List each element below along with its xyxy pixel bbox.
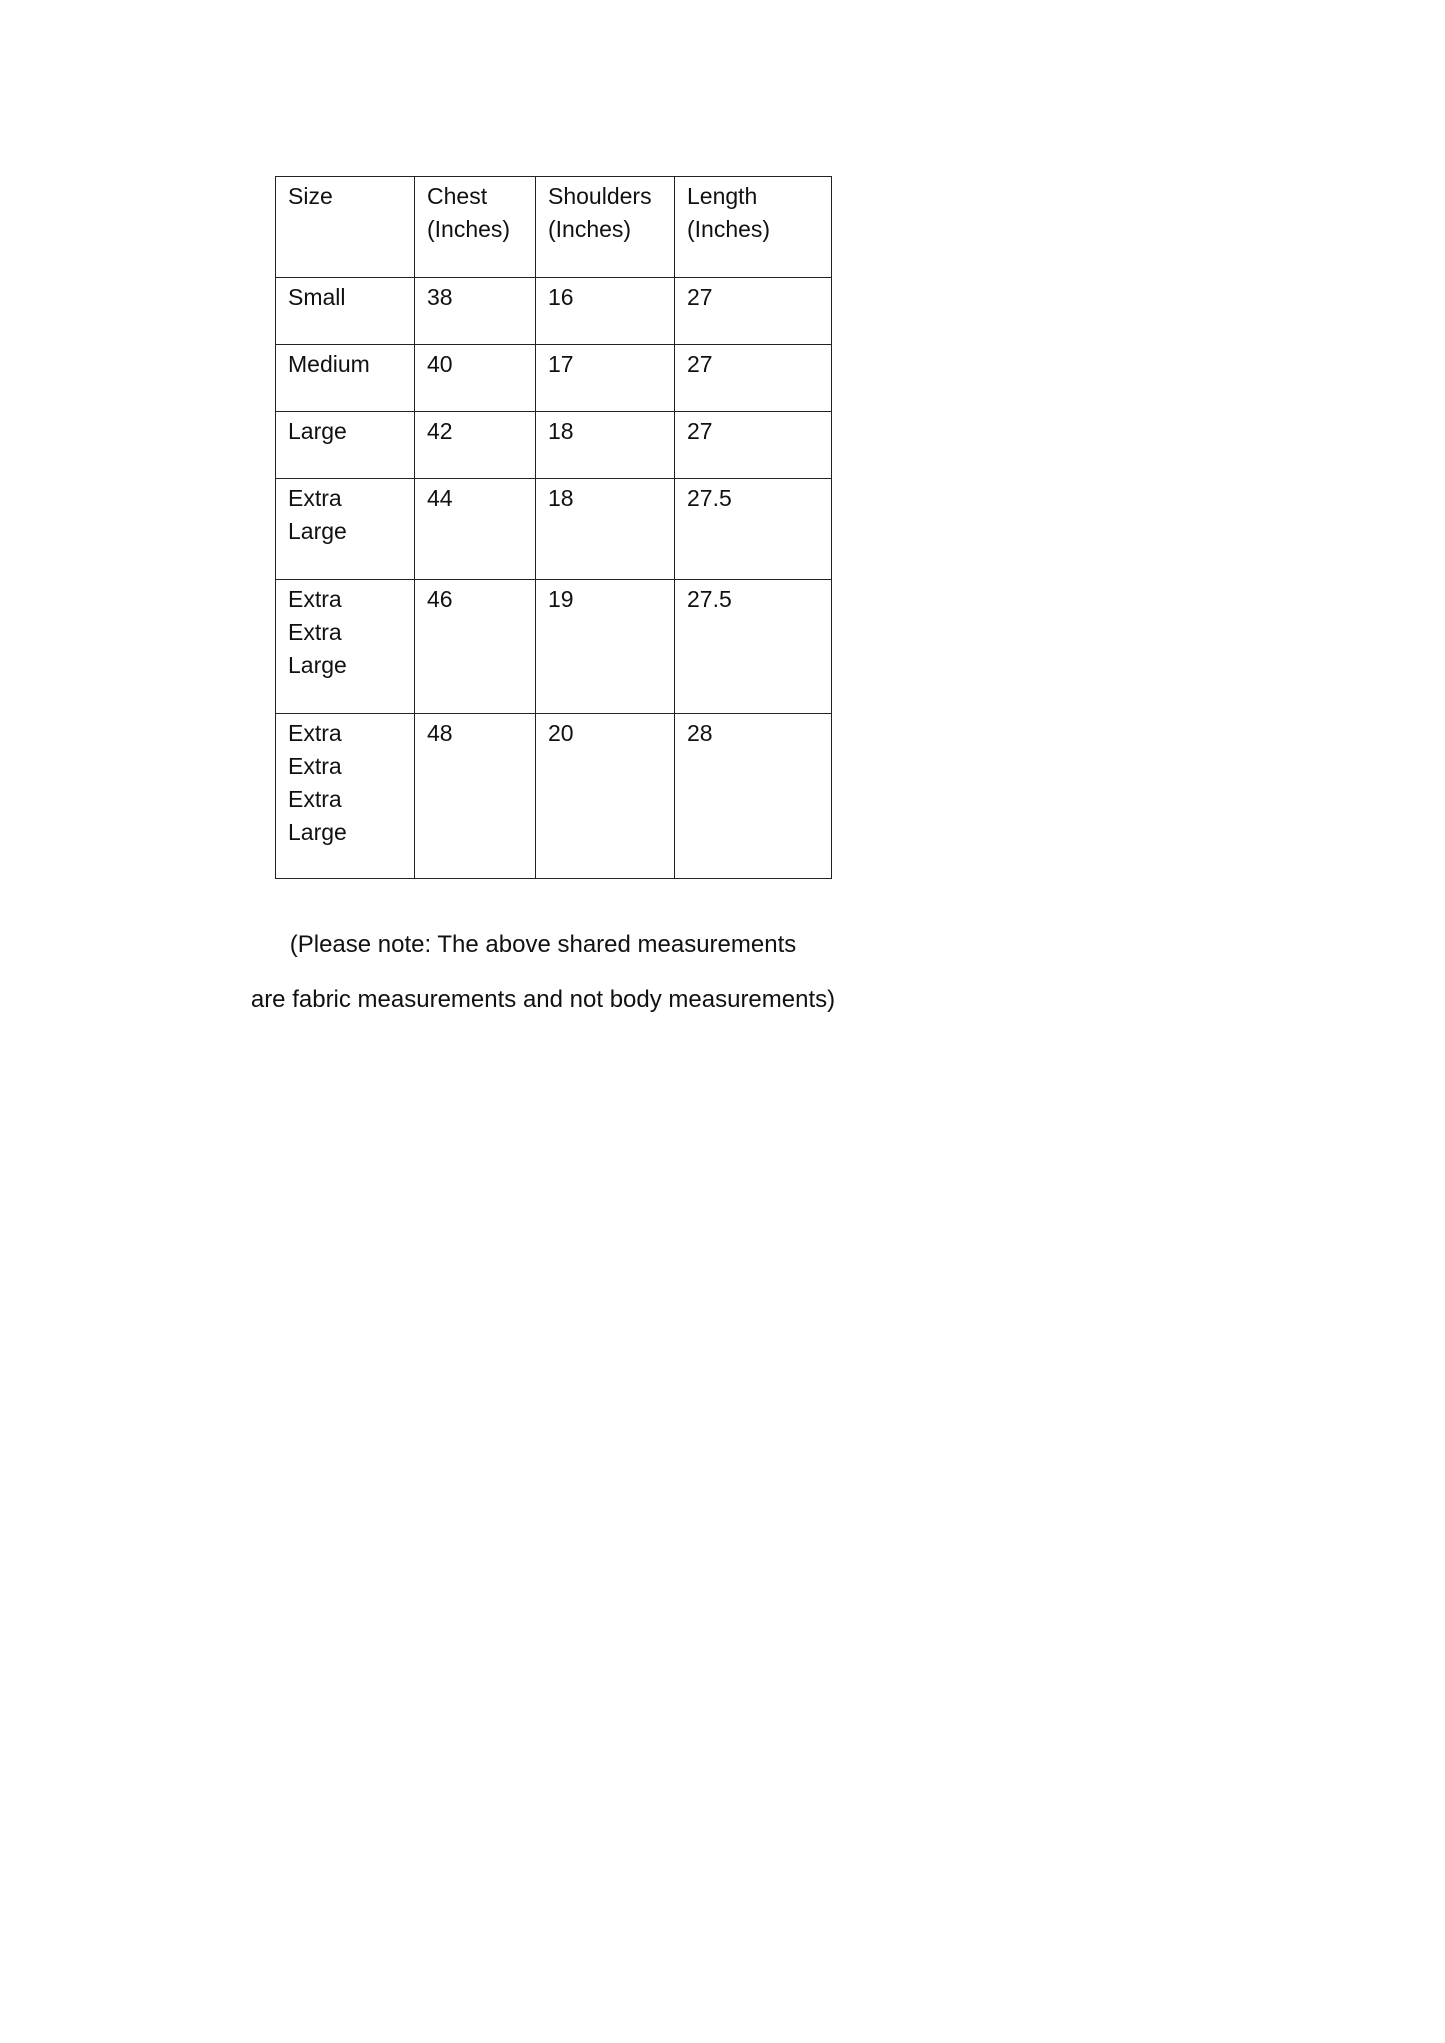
cell-size: Extra Extra Extra Large xyxy=(276,714,415,879)
cell-length: 28 xyxy=(675,714,832,879)
cell-size: Large xyxy=(276,412,415,479)
cell-shoulders: 16 xyxy=(536,278,675,345)
cell-length: 27.5 xyxy=(675,479,832,580)
cell-size: Medium xyxy=(276,345,415,412)
cell-shoulders: 19 xyxy=(536,580,675,714)
cell-chest: 38 xyxy=(415,278,536,345)
cell-chest: 42 xyxy=(415,412,536,479)
cell-length: 27 xyxy=(675,412,832,479)
cell-size: Small xyxy=(276,278,415,345)
cell-chest: 40 xyxy=(415,345,536,412)
cell-shoulders: 20 xyxy=(536,714,675,879)
header-chest: Chest (Inches) xyxy=(415,177,536,278)
cell-length: 27 xyxy=(675,278,832,345)
cell-shoulders: 18 xyxy=(536,412,675,479)
table-row xyxy=(276,412,832,479)
header-length: Length (Inches) xyxy=(675,177,832,278)
measurement-note-line-2: are fabric measurements and not body measurements) xyxy=(250,986,836,1013)
header-size: Size xyxy=(276,177,415,278)
cell-shoulders: 17 xyxy=(536,345,675,412)
cell-length: 27 xyxy=(675,345,832,412)
cell-chest: 44 xyxy=(415,479,536,580)
cell-length: 27.5 xyxy=(675,580,832,714)
cell-size: Extra Large xyxy=(276,479,415,580)
table-row xyxy=(276,714,832,879)
cell-chest: 46 xyxy=(415,580,536,714)
cell-size: Extra Extra Large xyxy=(276,580,415,714)
cell-chest: 48 xyxy=(415,714,536,879)
size-chart-table xyxy=(275,176,832,879)
header-shoulders: Shoulders (Inches) xyxy=(536,177,675,278)
cell-shoulders: 18 xyxy=(536,479,675,580)
measurement-note-line-1: (Please note: The above shared measurements xyxy=(289,931,797,958)
table-row xyxy=(276,345,832,412)
table-row xyxy=(276,479,832,580)
table-row xyxy=(276,278,832,345)
table-header-row xyxy=(276,177,832,278)
table-row xyxy=(276,580,832,714)
